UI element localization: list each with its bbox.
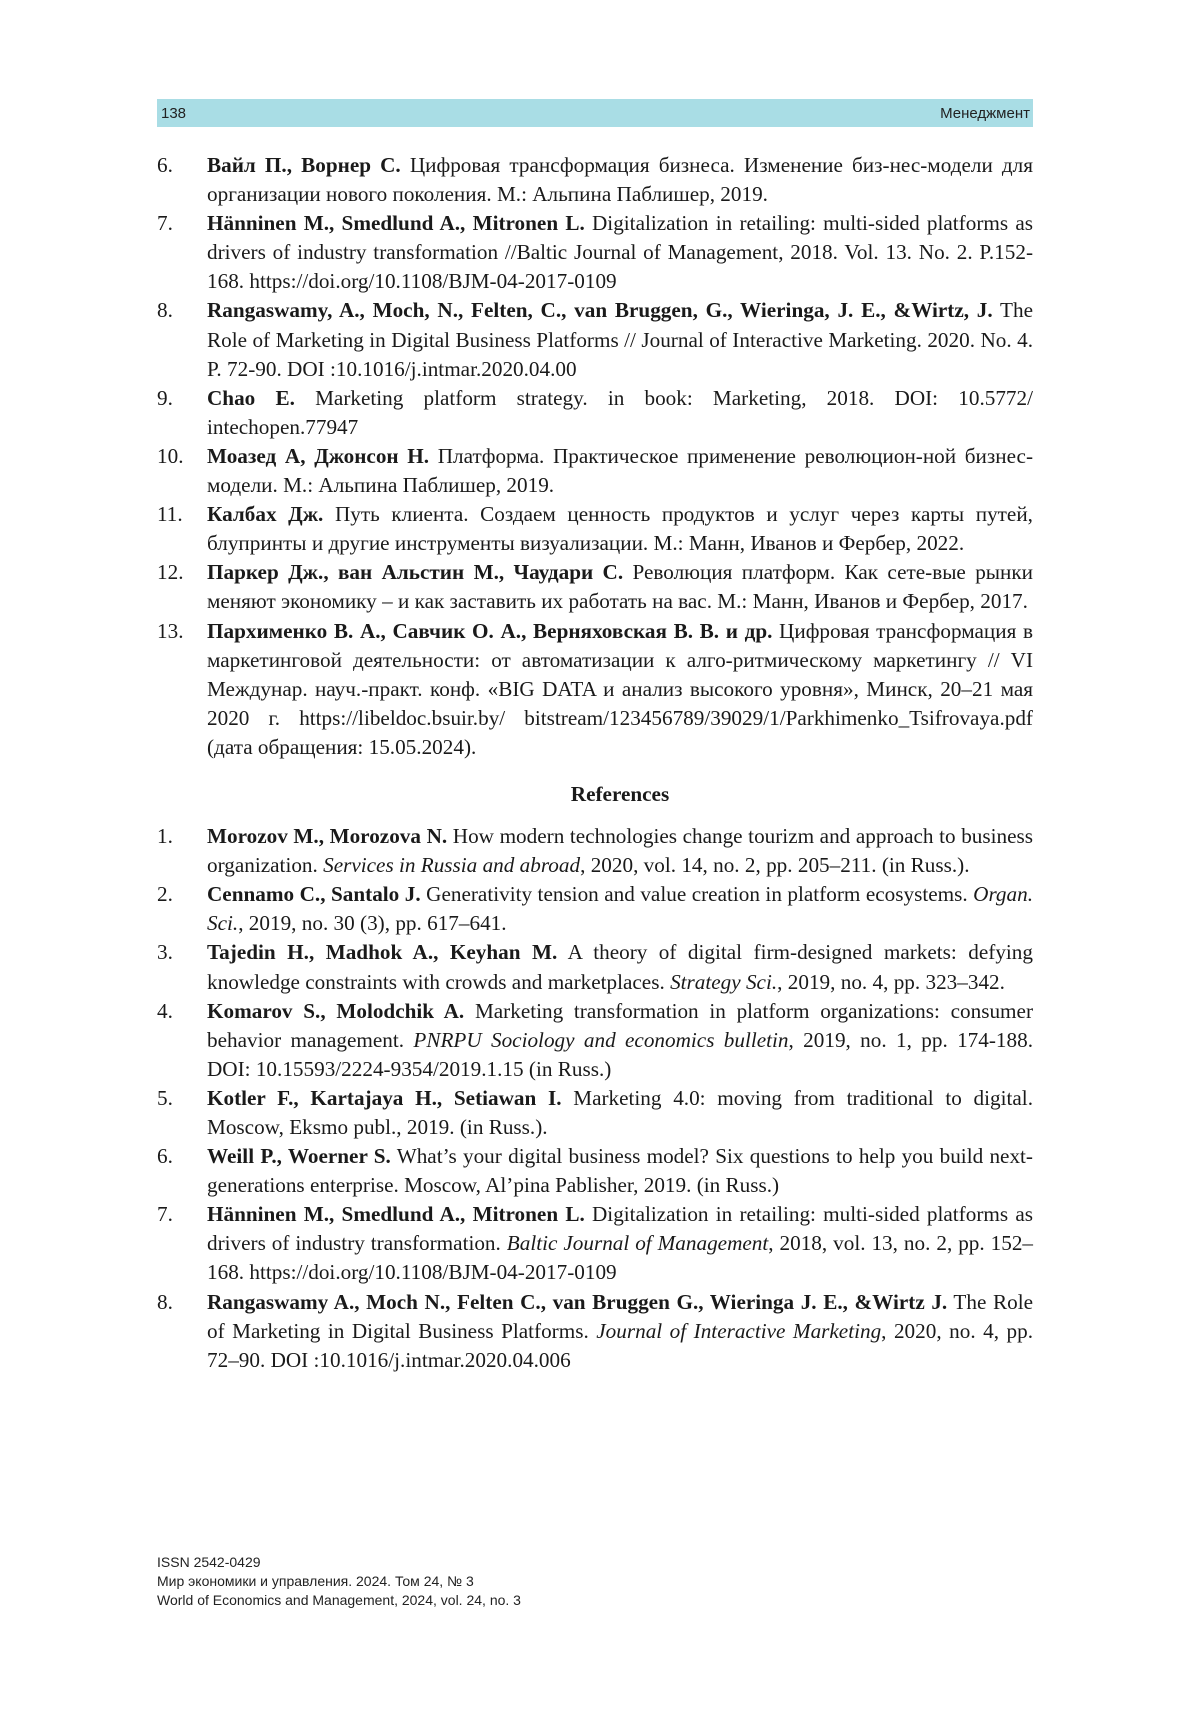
item-text: The Role of Marketing in Digital Business Platforms // Journal of Interactive Marketing. 2020. No. 4. P. 72-90. DOI :10.1016/j.intmar.2020.04.00 — [207, 298, 1033, 381]
item-authors: Паркер Дж., ван Альстин М., Чаудари С. — [207, 560, 624, 585]
list-item — [157, 1200, 1033, 1287]
references-heading: References — [570, 781, 670, 806]
item-text: Платформа. Практическое применение революцион-ной бизнес-модели. М.: Альпина Паблишер, 2019. — [207, 443, 1033, 498]
item-source: Services in Russia and abroad — [323, 853, 581, 878]
item-text: Digitalization in retailing: multi-sided platforms as drivers of industry transformation. — [207, 1202, 1033, 1256]
item-text: Marketing 4.0: moving from traditional to digital. Moscow, Eksmo publ., 2019. (in Russ.). — [207, 1085, 1033, 1139]
list-item — [157, 558, 1033, 616]
list-item — [157, 617, 1033, 762]
item-details: , 2019, no. 4, pp. 323–342. — [777, 969, 1005, 994]
item-text: Generativity tension and value creation in platform ecosystems. — [420, 882, 974, 907]
section-name: Менеджмент — [940, 104, 1030, 122]
item-number: 2. — [157, 882, 173, 907]
item-number: 11. — [157, 502, 183, 527]
item-text: Путь клиента. Создаем ценность продуктов и услуг через карты путей, блупринты и другие инструменты визуализации. М.: Манн, Иванов и Фербер, 2022. — [207, 502, 1033, 556]
page-content — [157, 151, 1033, 1375]
item-number: 7. — [157, 1202, 173, 1227]
item-number: 7. — [157, 211, 173, 236]
list-item — [157, 822, 1033, 880]
item-authors: Cennamo C., Santalo J. — [207, 882, 421, 907]
reference-list-ru — [157, 151, 1033, 762]
item-number: 6. — [157, 1144, 173, 1169]
item-authors: Kotler F., Kartajaya H., Setiawan I. — [207, 1085, 562, 1110]
item-text: The Role of Marketing in Digital Business Platforms. — [207, 1289, 1033, 1343]
item-number: 12. — [157, 560, 184, 585]
item-text: Marketing platform strategy. in book: Marketing, 2018. DOI: 10.5772/ intechopen.77947 — [207, 385, 1033, 439]
item-number: 1. — [157, 824, 173, 849]
item-source: PNRPU Sociology and economics bulletin — [413, 1027, 789, 1052]
item-authors: Моазед А, Джонсон Н. — [207, 443, 430, 468]
list-item — [157, 1288, 1033, 1375]
list-item — [157, 1142, 1033, 1200]
item-text: A theory of digital firm-designed markets: defying knowledge constraints with crowds and marketplaces. — [207, 940, 1033, 994]
item-text: What’s your digital business model? Six questions to help you build next-generations enterprise. Moscow, Al’pina Pablisher, 2019. (in Russ.) — [207, 1144, 1033, 1198]
list-item — [157, 296, 1033, 383]
item-number: 10. — [157, 443, 184, 468]
item-source: Baltic Journal of Management — [506, 1231, 769, 1256]
list-item — [157, 997, 1033, 1084]
list-item — [157, 1084, 1033, 1142]
list-item — [157, 442, 1033, 500]
item-details: , 2020, no. 4, pp. 72–90. DOI :10.1016/j.intmar.2020.04.006 — [207, 1318, 1033, 1372]
item-authors: Rangaswamy, A., Moch, N., Felten, C., van Bruggen, G., Wieringa, J. E., &Wirtz, J. — [207, 298, 993, 323]
item-text: Цифровая трансформация бизнеса. Изменение биз-нес-модели для организации нового поколения. М.: Альпина Паблишер, 2019. — [207, 153, 1033, 207]
item-authors: Weill P., Woerner S. — [207, 1144, 391, 1169]
item-number: 8. — [157, 1289, 173, 1314]
item-text: Цифровая трансформация в маркетинговой деятельности: от автоматизации к алго-ритмическому маркетингу // VI Междунар. науч.-практ. конф. «BIG DATA и анализ высокого уровня», Минск, 20–21 мая 2020 г. https://libeldoc.bsuir.by/ bitstream/123456789/39029/1/Parkhimenko_Tsifrovaya.pdf (дата обращения: 15.05.2024). — [207, 618, 1033, 759]
item-source: Journal of Interactive Marketing — [596, 1318, 882, 1343]
item-details: , 2019, no. 30 (3), pp. 617–641. — [238, 911, 507, 936]
list-item — [157, 880, 1033, 938]
item-number: 13. — [157, 618, 184, 643]
item-number: 8. — [157, 298, 173, 323]
item-source: Strategy Sci. — [670, 969, 778, 994]
list-item — [157, 384, 1033, 442]
reference-list-en — [157, 822, 1033, 1375]
page-footer — [157, 1553, 521, 1610]
list-item — [157, 938, 1033, 996]
issn: ISSN 2542-0429 — [157, 1554, 261, 1570]
item-authors: Hänninen M., Smedlund A., Mitronen L. — [207, 1202, 585, 1227]
item-number: 5. — [157, 1085, 173, 1110]
item-text: How modern technologies change tourizm and approach to business organization. — [207, 824, 1033, 878]
item-source: Organ. Sci. — [207, 882, 1033, 936]
item-authors: Chao E. — [207, 385, 295, 410]
list-item — [157, 209, 1033, 296]
item-number: 9. — [157, 385, 173, 410]
item-authors: Hänninen M., Smedlund A., Mitronen L. — [207, 211, 585, 236]
journal-en: World of Economics and Management, 2024, vol. 24, no. 3 — [157, 1592, 521, 1608]
journal-ru: Мир экономики и управления. 2024. Том 24, № 3 — [157, 1573, 474, 1589]
item-text: Digitalization in retailing: multi-sided platforms as drivers of industry transformation //Baltic Journal of Management, 2018. Vol. 13. No. 2. P.152-168. https://doi.org/10.1108/BJM-04-2017-0109 — [207, 211, 1033, 294]
item-details: , 2019, no. 1, pp. 174-188. DOI: 10.15593/2224-9354/2019.1.15 (in Russ.) — [207, 1027, 1033, 1081]
item-number: 4. — [157, 998, 173, 1023]
item-authors: Komarov S., Molodchik A. — [207, 998, 465, 1023]
item-text: Marketing transformation in platform organizations: consumer behavior management. — [207, 998, 1033, 1052]
list-item — [157, 151, 1033, 209]
item-authors: Morozov M., Morozova N. — [207, 824, 448, 849]
item-authors: Rangaswamy A., Moch N., Felten C., van Bruggen G., Wieringa J. E., &Wirtz J. — [207, 1289, 948, 1314]
item-number: 3. — [157, 940, 173, 965]
item-details: , 2018, vol. 13, no. 2, pp. 152–168. https://doi.org/10.1108/BJM-04-2017-0109 — [207, 1231, 1034, 1285]
item-authors: Tajedin H., Madhok A., Keyhan M. — [207, 940, 558, 965]
item-authors: Пархименко В. А., Савчик О. А., Верняховская В. В. и др. — [207, 618, 773, 643]
item-details: , 2020, vol. 14, no. 2, pp. 205–211. (in Russ.). — [580, 853, 970, 878]
item-authors: Калбах Дж. — [207, 502, 324, 527]
item-authors: Вайл П., Ворнер С. — [207, 153, 401, 177]
running-header — [157, 99, 1033, 127]
list-item — [157, 500, 1033, 558]
item-text: Революция платформ. Как сете-вые рынки меняют экономику – и как заставить их работать на вас. М.: Манн, Иванов и Фербер, 2017. — [207, 560, 1034, 614]
item-number: 6. — [157, 153, 173, 177]
page-number: 138 — [161, 104, 187, 122]
